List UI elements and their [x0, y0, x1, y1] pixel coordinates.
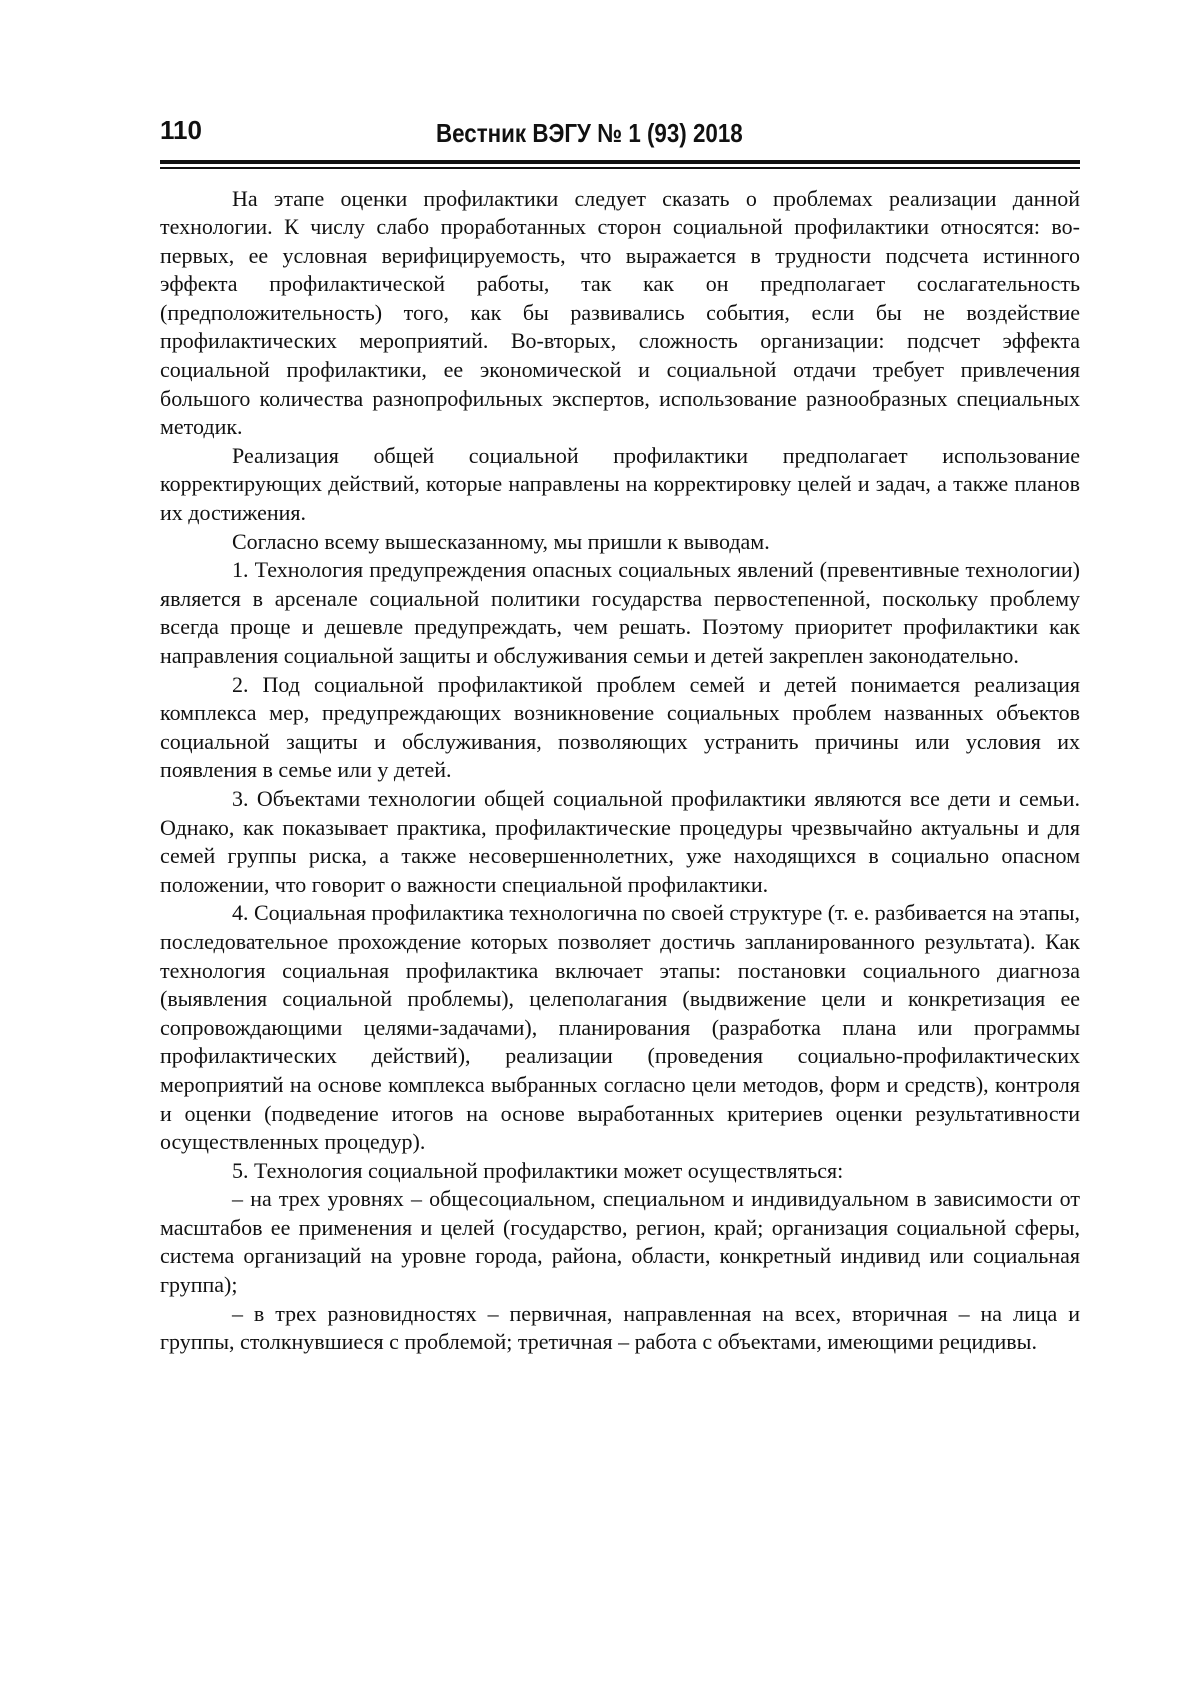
header-rule-thin	[160, 167, 1080, 169]
paragraph-conclusion-4: 4. Социальная профилактика технологична по своей структуре (т. е. разбивается на этапы, последовательное прохождение которых позволяет достичь запланированного результата). Как технология социальная профилактика включает этапы: постановки социального диагноза (выявления социальной проблемы), целеполагания (выдвижение цели и конкретизация ее сопровождающими целями-задачами), планирования (разработка плана или программы профилактических действий), реализации (проведения социально-профилактических мероприятий на основе комплекса выбранных согласно цели методов, форм и средств), контроля и оценки (подведение итогов на основе выработанных критериев оценки результативности осуществленных процедур).	[160, 900, 1080, 1155]
paragraph-evaluation-problems: На этапе оценки профилактики следует сказать о проблемах реализации данной технологии. К числу слабо проработанных сторон социальной профилактики относятся: во-первых, ее условная верифицируемость, что выражается в трудности подсчета истинного эффекта профилактической работы, так как он предполагает сослагательность (предположительность) того, как бы развивались события, если бы не воздействие профилактических мероприятий. Во-вторых, сложность организации: подсчет эффекта социальной профилактики, ее экономической и социальной отдачи требует привлечения большого количества разнопрофильных экспертов, использование разнообразных специальных методик.	[160, 185, 1080, 440]
journal-page	[160, 110, 1080, 1357]
running-header	[160, 110, 1080, 146]
paragraph-conclusion-3: 3. Объектами технологии общей социальной профилактики являются все дети и семьи. Однако, как показывает практика, профилактические процедуры чрезвычайно актуальны и для семей группы риска, а также несовершеннолетних, уже находящихся в социально опасном положении, что говорит о важности специальной профилактики.	[160, 785, 1080, 897]
paragraph-conclusion-1: 1. Технология предупреждения опасных социальных явлений (превентивные технологии) является в арсенале социальной политики государства первостепенной, поскольку проблему всегда проще и дешевле предупреждать, чем решать. Поэтому приоритет профилактики как направления социальной защиты и обслуживания семьи и детей закреплен законодательно.	[160, 557, 1080, 668]
header-rule	[160, 160, 1080, 169]
paragraph-conclusion-5: 5. Технология социальной профилактики может осуществляться:	[232, 1157, 844, 1183]
list-item-levels: – на трех уровнях – общесоциальном, специальном и индивидуальном в зависимости от масштабов ее применения и целей (государство, регион, край; организация социальной сферы, система организаций на уровне города, района, области, конкретный индивид или социальная группа);	[160, 1186, 1080, 1298]
paragraph-conclusions-intro: Согласно всему вышесказанному, мы пришли к выводам.	[232, 528, 770, 554]
article-body	[160, 185, 1080, 1357]
page-number: 110	[160, 115, 202, 145]
paragraph-corrective-actions: Реализация общей социальной профилактики предполагает использование корректирующих действий, которые направлены на корректировку целей и задач, а также планов их достижения.	[160, 442, 1080, 526]
paragraph-conclusion-2: 2. Под социальной профилактикой проблем семей и детей понимается реализация комплекса мер, предупреждающих возникновение социальных проблем названных объектов социальной защиты и обслуживания, позволяющих устранить причины или условия их появления в семье или у детей.	[160, 671, 1080, 783]
list-item-varieties: – в трех разновидностях – первичная, направленная на всех, вторичная – на лица и группы, столкнувшиеся с проблемой; третичная – работа с объектами, имеющими рецидивы.	[160, 1300, 1080, 1355]
journal-title: Вестник ВЭГУ № 1 (93) 2018	[436, 118, 743, 148]
